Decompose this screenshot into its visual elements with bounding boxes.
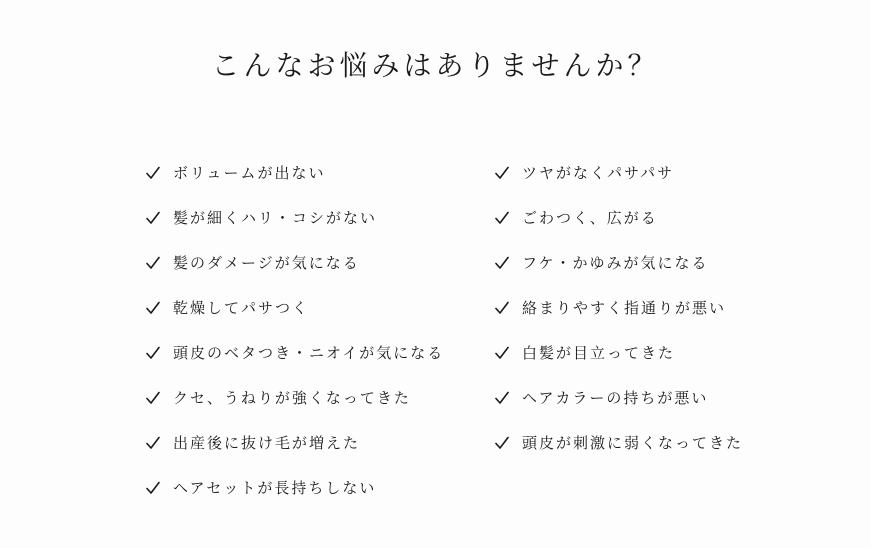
list-item [494,330,834,375]
list-item [145,285,475,330]
check-mark-icon [494,390,510,406]
list-item-label: 頭皮が刺激に弱くなってきた [522,434,744,452]
list-item [145,375,475,420]
list-item-label: ボリュームが出ない [173,164,326,182]
list-item-label: ツヤがなくパサパサ [522,164,675,182]
list-item-label: フケ・かゆみが気になる [522,254,709,272]
check-mark-icon [145,390,161,406]
page-title: こんなお悩みはありませんか？ [211,49,660,82]
check-mark-icon [145,345,161,361]
list-item-label: 髪のダメージが気になる [173,254,360,272]
check-mark-icon [145,255,161,271]
list-item-label: 頭皮のベタつき・ニオイが気になる [173,344,445,362]
check-mark-icon [494,210,510,226]
list-item [145,195,475,240]
concern-list-right [494,150,834,465]
list-item [145,465,475,510]
list-item-label: 絡まりやすく指通りが悪い [522,299,727,317]
list-item [494,375,834,420]
list-item [494,150,834,195]
check-mark-icon [494,255,510,271]
check-mark-icon [145,480,161,496]
check-mark-icon [494,300,510,316]
list-item [494,195,834,240]
list-item [145,420,475,465]
list-item-label: ヘアカラーの持ちが悪い [522,389,709,407]
check-mark-icon [145,300,161,316]
list-item [494,240,834,285]
list-item [145,150,475,195]
list-item-label: 白髪が目立ってきた [522,344,676,362]
list-item-label: ヘアセットが長持ちしない [173,479,377,497]
list-item-label: クセ、うねりが強くなってきた [173,389,411,407]
check-mark-icon [145,435,161,451]
list-item-label: ごわつく、広がる [522,209,658,227]
list-item [494,285,834,330]
list-item-label: 髪が細くハリ・コシがない [173,209,378,227]
concern-list-left [145,150,475,510]
list-item [145,330,475,375]
list-item-label: 出産後に抜け毛が増えた [173,434,361,452]
list-item [494,420,834,465]
list-item [145,240,475,285]
check-mark-icon [494,165,510,181]
check-mark-icon [145,210,161,226]
check-mark-icon [494,435,510,451]
check-mark-icon [145,165,161,181]
list-item-label: 乾燥してパサつく [173,299,310,317]
check-mark-icon [494,345,510,361]
